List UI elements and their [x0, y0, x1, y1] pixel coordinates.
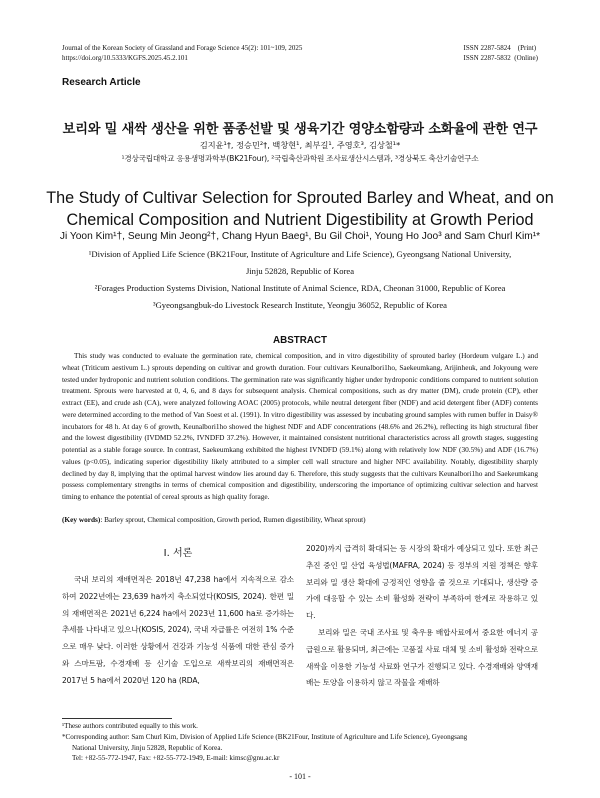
footnote-divider — [62, 718, 172, 719]
english-title-line-2: Chemical Composition and Nutrient Digestibility at Growth Period — [66, 211, 534, 229]
keywords-label: (Key words) — [62, 515, 101, 524]
intro-left-column: 국내 보리의 재배면적은 2018년 47,238 ha에서 지속적으로 감소하여 2022년에는 23,639 ha까지 축소되었다(KOSIS, 2024). 한편 밀의 재배면적은 2021년 6,224 ha에서 2023년 11,600 ha로 증가하는 추세를 나타내고 있으나(KOSIS, 2024), 국내 자급률은 여전히 1% 수준으로 매우 낮다. 이러한 상황에서 건강과 기능성 식품에 대한 관심 증가와 스마트팜, 수경재배 등 신기술 도입으로 새싹보리의 재배면적은 2017년 5 ha에서 2020년 120 ha (RDA, — [62, 575, 294, 685]
keywords — [62, 514, 538, 525]
abstract-heading: ABSTRACT — [273, 335, 327, 346]
affiliation-1-line-1: ¹Division of Applied Life Science (BK21Four, Institute of Agriculture and Life Science), Gyeongsang National University, — [88, 249, 512, 259]
intro-right-column — [306, 541, 538, 692]
article-type: Research Article — [62, 77, 141, 88]
page-number: - 101 - — [289, 772, 311, 781]
korean-title: 보리와 밀 새싹 생산을 위한 품종선발 및 생육기간 영양소함량과 소화율에 관한 연구 — [62, 122, 538, 137]
doi-link[interactable]: https://doi.org/10.5333/KGFS.2025.45.2.101 — [62, 54, 188, 62]
affiliation-2: ²Forages Production Systems Division, National Institute of Animal Science, RDA, Cheonan 31000, Republic of Korea — [94, 283, 506, 293]
affiliation-1-line-2: Jinju 52828, Republic of Korea — [245, 266, 355, 276]
section-heading-introduction: Ⅰ. 서론 — [163, 548, 193, 559]
corresponding-line-1: *Corresponding author: Sam Churl Kim, Division of Applied Life Science (BK21Four, Institute of Agriculture and Life Science), Gyeongsang — [62, 733, 468, 741]
intro-right-paragraph-2: 보리와 밀은 국내 조사료 및 축우용 배합사료에서 중요한 에너지 공급원으로 활용되며, 최근에는 고품질 사료 대체 및 소비 활성화 전략으로 새싹을 이용한 기능성 사료화 연구가 진행되고 있다. 수경재배와 양액재배는 토양을 이용하지 않고 작물을 재배하 — [306, 627, 538, 688]
english-title-line-1: The Study of Cultivar Selection for Sprouted Barley and Wheat, and on — [46, 189, 554, 207]
english-authors: Ji Yoon Kim¹†, Seung Min Jeong²†, Chang Hyun Baeg¹, Bu Gil Choi¹, Young Ho Joo³ and Sam Churl Kim¹* — [59, 231, 541, 242]
affiliation-1 — [62, 246, 538, 280]
english-title — [40, 187, 560, 231]
korean-affiliations: ¹경상국립대학교 응용생명과학부(BK21Four), ²국립축산과학원 조사료생산시스템과, ³경상북도 축산기술연구소 — [121, 154, 479, 163]
intro-right-paragraph-1: 2020)까지 급격히 확대되는 등 시장의 확대가 예상되고 있다. 또한 최근 추진 중인 밀 산업 육성법(MAFRA, 2024) 등 정부의 지원 정책은 향후 보리와 밀 생산 확대에 긍정적인 영향을 줄 것으로 기대되나, 생산량 증가에 대응할 수 있는 소비 활성화 전략이 부족하여 한계로 작용하고 있다. — [306, 544, 538, 621]
korean-authors: 김지윤¹†, 정승민²†, 백창현¹, 최부길¹, 주영호³, 김상철¹* — [199, 140, 401, 150]
corresponding-line-2: National University, Jinju 52828, Republic of Korea. — [72, 743, 223, 752]
issn-print: ISSN 2287-5824 (Print) — [463, 44, 537, 52]
abstract-text: This study was conducted to evaluate the germination rate, chemical composition, and in vitro digestibility of sprouted barley (Hordeum vulgare L.) and wheat (Triticum aestivum L.) sprouts depending on cultivar and growth duration. Four cultivars Keunalbori1ho, Saekeumkang, Arijinheuk, and Jokyoung were tested under hydroponic and nutrient solution conditions. The germination rate was significantly higher under hydroponic conditions compared to nutrient solution treatment. Sprouts were harvested at 0, 4, 6, and 8 days for subsequent analysis. Chemical compositions, such as dry matter (DM), crude protein (CP), ether extract (EE), and crude ash (CA), were analyzed following AOAC (2005) protocols, while neutral detergent fiber (NDF) and acid detergent fiber (ADF) contents were determined according to the method of Van Soest et al. (1991). In vitro digestibility was assessed by incubating ground samples with rumen buffer in Daisy® incubators for 48 h. At day 6 of growth, Keunalbori1ho showed the highest NDF and ADF concentrations (48.6% and 26.2%), reflecting its high structural fiber and the lowest digestibility (IVDMD 52.2%, IVNDFD 37.2%). However, it maintained consistent nutritional characteristics across all growth stages, suggesting potential as a stable forage source. In contrast, Saekeumkang exhibited the highest IVNDFD (59.1%) along with relatively low NDF (30.5%) and ADF (16.7%) values (p<0.05), indicating superior digestibility likely attributed to a simpler cell wall structure and higher NFC availability. Notably, digestibility sharply declined by day 8, implying that the optimal harvest window lies around day 6. Therefore, this study suggests that the cultivars Keunalbori1ho and Saekeumkang possess complementary strengths in terms of chemical composition and digestibility, underscoring the importance of optimizing cultivar selection and harvest timing to enhance the potential of cereal sprouts as high quality forage. — [62, 351, 538, 501]
journal-citation: Journal of the Korean Society of Grassland and Forage Science 45(2): 101~109, 2025 — [62, 44, 303, 52]
issn-online: ISSN 2287-5832 (Online) — [463, 54, 538, 62]
journal-header — [62, 43, 538, 63]
affiliation-3: ³Gyeongsangbuk-do Livestock Research Institute, Yeongju 36052, Republic of Korea — [153, 300, 447, 310]
footnote-corresponding-author — [62, 732, 538, 764]
keywords-list: : Barley sprout, Chemical composition, Growth period, Rumen digestibility, Wheat sprout) — [100, 515, 366, 524]
footnote-equal-contribution: ¹These authors contributed equally to this work. — [62, 722, 198, 730]
corresponding-line-3[interactable]: Tel: +82-55-772-1947, Fax: +82-55-772-1949, E-mail: kimsc@gnu.ac.kr — [72, 754, 280, 763]
